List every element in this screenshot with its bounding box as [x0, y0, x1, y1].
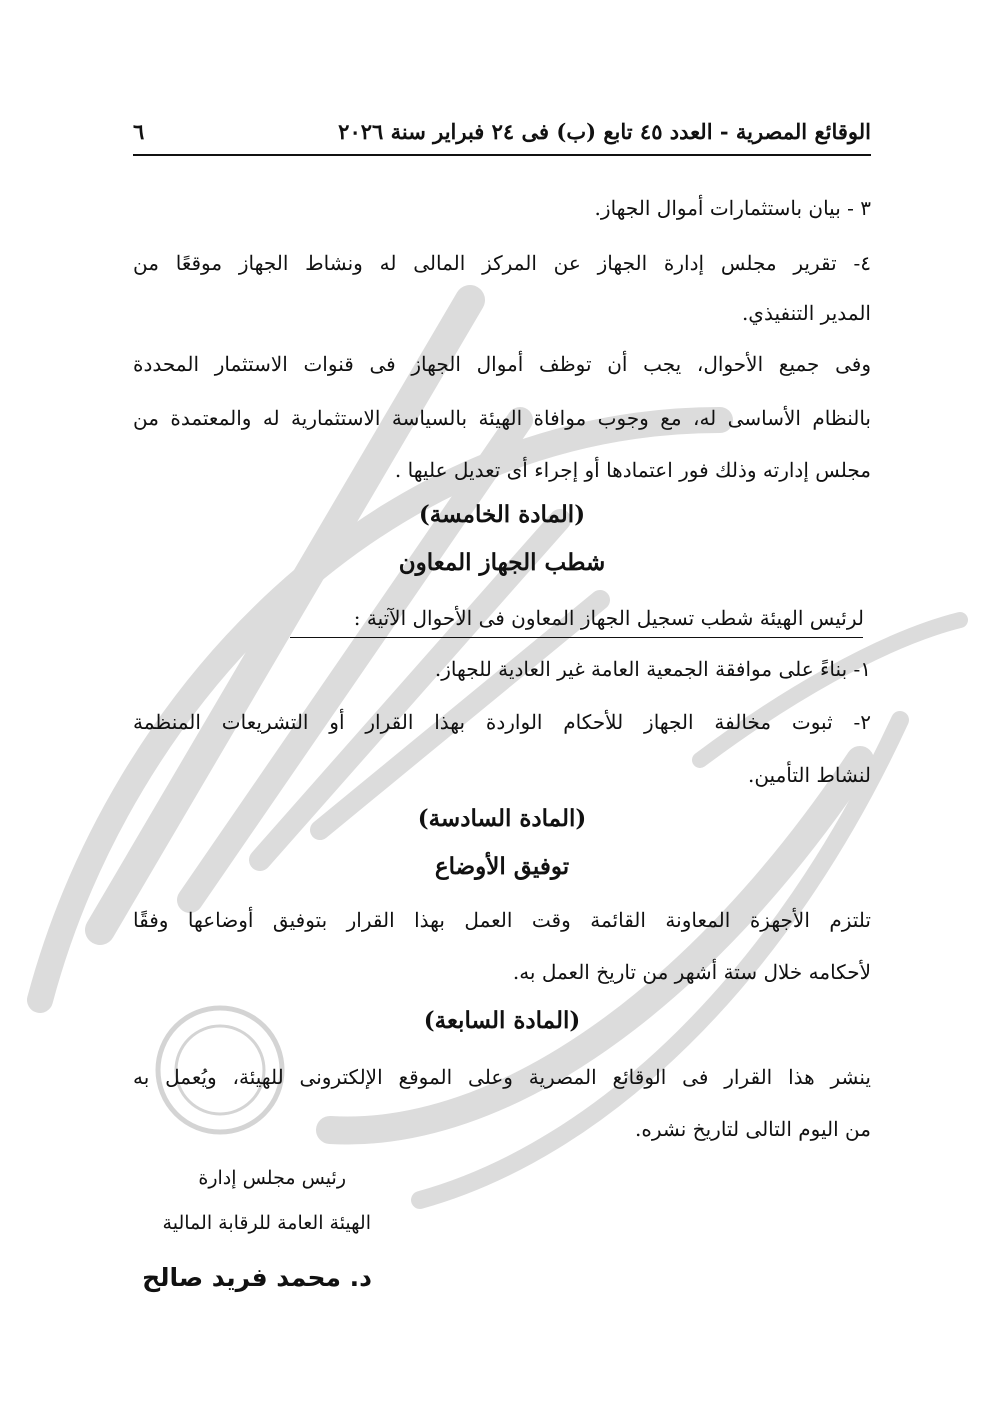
page-header: [133, 112, 871, 156]
item-4-line1: ٤- تقرير مجلس إدارة الجهاز عن المركز المالى له ونشاط الجهاز موقعًا من: [133, 251, 871, 275]
signature-name: د. محمد فريد صالح: [142, 1263, 372, 1292]
article-5-item2-line2: لنشاط التأمين.: [747, 763, 871, 787]
signature-title-2: الهيئة العامة للرقابة المالية: [162, 1212, 371, 1234]
header-title: الوقائع المصرية - العدد ٤٥ تابع (ب) فى ٢٤ فبراير سنة ٢٠٢٦: [338, 119, 871, 144]
page-number: ٦: [133, 119, 145, 144]
general-paragraph-line2: بالنظام الأساسى له، مع وجوب موافاة الهيئة بالسياسة الاستثمارية له والمعتمدة من: [133, 406, 871, 430]
article-6-title: توفيق الأوضاع: [434, 853, 570, 880]
article-7-heading: (المادة السابعة): [423, 1007, 581, 1034]
general-paragraph-line1: وفى جميع الأحوال، يجب أن توظف أموال الجهاز فى قنوات الاستثمار المحددة: [133, 352, 871, 376]
article-6-heading: (المادة السادسة): [417, 805, 587, 832]
article-5-item2-line1: ٢- ثبوت مخالفة الجهاز للأحكام الواردة بهذا القرار أو التشريعات المنظمة: [133, 710, 871, 734]
article-7-line1: ينشر هذا القرار فى الوقائع المصرية وعلى الموقع الإلكترونى للهيئة، ويُعمل به: [133, 1065, 871, 1089]
article-6-line1: تلتزم الأجهزة المعاونة القائمة وقت العمل بهذا القرار بتوفيق أوضاعها وفقًا: [133, 908, 871, 932]
article-6-line2: لأحكامه خلال ستة أشهر من تاريخ العمل به.: [512, 960, 871, 984]
article-5-heading: (المادة الخامسة): [418, 501, 586, 528]
general-paragraph-line3: مجلس إدارته وذلك فور اعتمادها أو إجراء أى تعديل عليها .: [394, 458, 871, 482]
article-5-title: شطب الجهاز المعاون: [398, 549, 606, 576]
article-5-intro: لرئيس الهيئة شطب تسجيل الجهاز المعاون فى الأحوال الآتية :: [353, 606, 864, 630]
item-4-line2: المدير التنفيذي.: [741, 301, 871, 325]
signature-title-1: رئيس مجلس إدارة: [198, 1167, 346, 1189]
article-5-item1: ١- بناءً على موافقة الجمعية العامة غير العادية للجهاز.: [434, 657, 871, 681]
item-3: ٣ - بيان باستثمارات أموال الجهاز.: [594, 196, 871, 220]
article-7-line2: من اليوم التالى لتاريخ نشره.: [635, 1117, 871, 1141]
intro-underline: [290, 637, 863, 638]
